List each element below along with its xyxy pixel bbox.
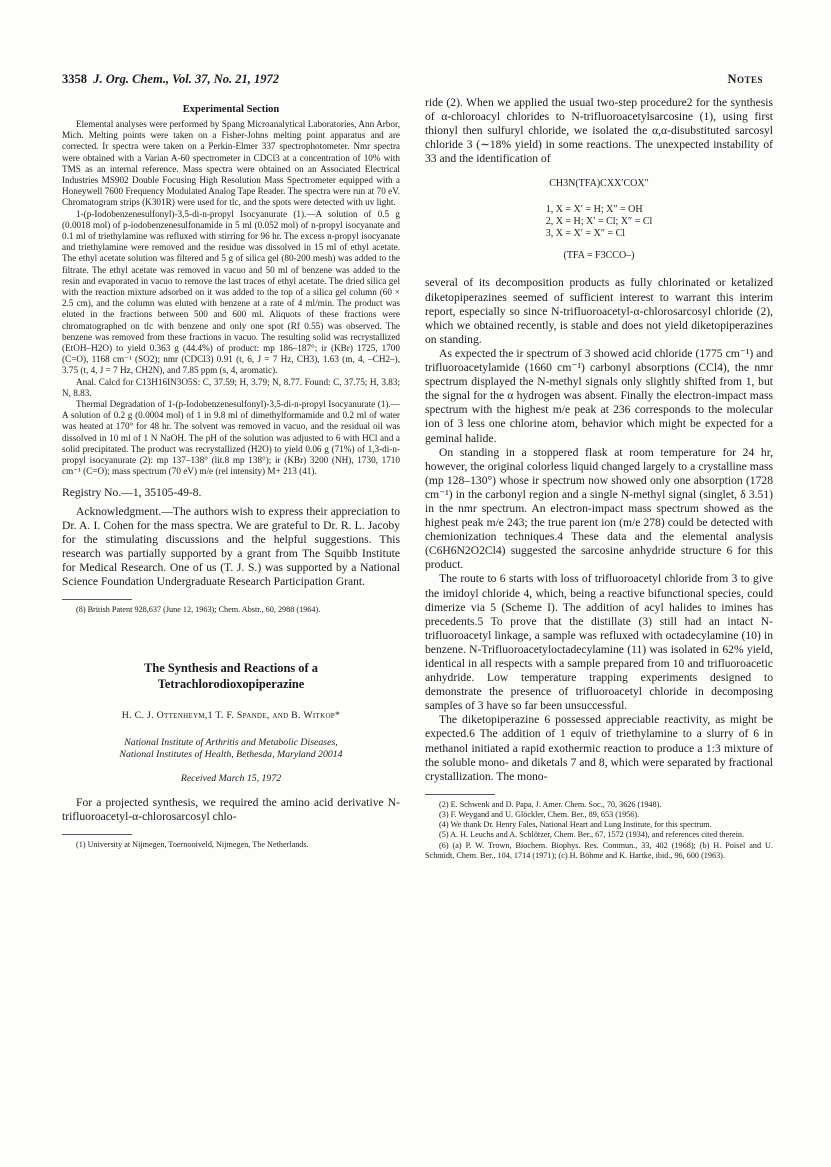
body-paragraph: The route to 6 starts with loss of trifluoroacetyl chloride from 3 to give the imidoyl chloride 4, which, being a reactive bifunctional species, could dimerize via 5 (Scheme I). The addition of acyl halides to imines has precedents.5 To prove that the distillate (3) still had an intact N-trifluoroacetyl linkage, a sample was refluxed with octadecylamine (10) in benzene. N-Trifluoroacetyloctadecylamine (11) was isolated in 62% yield, identical in all respects with a sample prepared from 10 and trifluoroacetic anhydride. Low temperature trapping experiments designed to demonstrate the presence of trifluoroacetyl chloride in decomposing samples of 3 have so far been unsuccessful.: [425, 572, 773, 713]
formula-block: [425, 178, 773, 262]
affiliation-line: National Institute of Arthritis and Metabolic Diseases,: [124, 737, 338, 749]
footnote: (6) (a) P. W. Trown, Biochem. Biophys. Res. Commun., 33, 402 (1968); (b) H. Poisel and U. Schmidt, Chem. Ber., 104, 1714 (1971); (c) H. Böhme and K. Hartke, ibid., 96, 600 (1963).: [425, 840, 773, 860]
intro-paragraph: For a projected synthesis, we required the amino acid derivative N-trifluoroacetyl-α-chlorosarcosyl chlo-: [62, 796, 400, 824]
footnote: (8) British Patent 928,637 (June 12, 1963); Chem. Abstr., 60, 2988 (1964).: [76, 605, 321, 615]
article-title-line: The Synthesis and Reactions of a: [144, 661, 318, 676]
body-paragraph: On standing in a stoppered flask at room temperature for 24 hr, however, the original colorless liquid changed largely to a crystalline mass (mp 128–130°) whose ir spectrum now showed only one absorption (1728 cm⁻¹) in the carbonyl region and a single N-methyl signal (singlet, δ 3.51) in the nmr spectrum. An electron-impact mass spectrum showed as the highest peak m/e 243; the true parent ion (m/e 278) could be detected with chemionization techniques.4 These data and the elemental analysis (C6H6N2O2Cl4) suggested the sarcosine anhydride structure 6 for this product.: [425, 445, 773, 572]
registry-numbers: Registry No.—1, 35105-49-8.: [62, 485, 202, 499]
experimental-paragraph: Thermal Degradation of 1-(p-Iodobenzenesulfonyl)-3,5-di-n-propyl Isocyanurate (1).—A solution of 0.2 g (0.0004 mol) of 1 in 9.8 ml of dimethylformamide and 0.2 ml of water was heated at 170° for 48 hr. The solvent was removed in vacuo, and the residual oil was dissolved in 10 ml of 1 N NaOH. The pH of the solution was adjusted to 6 with HCl and a solid precipitated. The product was recrystallized (H2O) to yield 0.06 g (71%) of 1,3-di-n-propyl isocyanurate (2): mp 137–138° (lit.8 mp 138°); ir (KBr) 3200 (NH), 1730, 1710 cm⁻¹ (C=O); mass spectrum (70 eV) m/e (rel intensity) M+ 213 (41).: [62, 399, 400, 477]
body-paragraph: several of its decomposition products as fully chlorinated or ketalized diketopiperazines seemed of sufficient interest to warrant this interim report, especially so since N-trifluoroacetyl-α-chlorosarcosyl chloride (2), which we obtained recently, is stable and does not yield diketopiperazines on standing.: [425, 276, 773, 346]
footnote: (1) University at Nijmegen, Toernooiveld, Nijmegen, The Netherlands.: [76, 840, 309, 850]
footnote: (4) We thank Dr. Henry Fales, National Heart and Lung Institute, for this spectrum.: [439, 820, 712, 830]
right-column: [425, 96, 773, 861]
formula-rows: [546, 204, 653, 240]
experimental-paragraph: Elemental analyses were performed by Spang Microanalytical Laboratories, Ann Arbor, Mich. Melting points were taken on a Fisher-Johns melting point apparatus and are corrected. Ir spectra were taken on a Perkin-Elmer 337 spectrophotometer. Nmr spectra were obtained with a Varian A-60 spectrometer in CDCl3 at a concentration of 10% with TMS as an internal reference. Mass spectra were obtained on an Associated Electrical Industries MS902 Double Focusing High Resolution Mass Spectrometer equipped with a Honeywell 7600 Frequency Modulated Analog Tape Reader. The spectra were run at 70 eV. Chromatogram strips (K301R) were used for tlc, and the spots were detected with uv light.: [62, 119, 400, 208]
article-title: [62, 661, 400, 692]
experimental-section-title: Experimental Section: [182, 104, 280, 115]
running-header-left: [62, 72, 279, 87]
body-paragraph: As expected the ir spectrum of 3 showed acid chloride (1775 cm⁻¹) and trifluoroacetylamide (1660 cm⁻¹) carbonyl absorptions (CCl4), the nmr spectrum displayed the N-methyl signals only slightly shifted from 1, but the signal for the α hydrogen was absent. Finally the electron-impact mass spectrum with the highest m/e peak at 236 corresponds to the molecular ion of 3 less one chlorine atom, behavior which might be expected for a geminal halide.: [425, 346, 773, 445]
received-date: Received March 15, 1972: [180, 773, 282, 785]
footnote: (2) E. Schwenk and D. Papa, J. Amer. Chem. Soc., 70, 3626 (1948).: [439, 799, 662, 809]
footnote-divider: [62, 599, 132, 600]
body-paragraph: ride (2). When we applied the usual two-step procedure2 for the synthesis of α-chloroacyl chlorides to N-trifluoroacetylsarcosine (1), using first thionyl then sulfuryl chloride, we isolated the α,α-disubstituted sarcosyl chloride 3 (∼18% yield) in some reactions. The unexpected instability of 33 and the identification of: [425, 96, 773, 166]
affiliation-line: National Institutes of Health, Bethesda, Maryland 20014: [119, 749, 343, 761]
left-column: [62, 104, 400, 851]
footnote-divider: [425, 794, 495, 795]
formula-row: 1, X = X′ = H; X″ = OH: [545, 204, 643, 216]
acknowledgment: Acknowledgment.—The authors wish to express their appreciation to Dr. A. I. Cohen for the mass spectra. We are grateful to Dr. R. L. Jacoby for the stimulating discussions and the helpful suggestions. This research was partially supported by a grant from The Squibb Institute for Medical Research. One of us (T. J. S.) was supported by a National Science Foundation Undergraduate Research Participation Grant.: [62, 504, 400, 588]
footnote: (5) A. H. Leuchs and A. Schlötzer, Chem. Ber., 67, 1572 (1934), and references cited therein.: [439, 830, 745, 840]
footnote-divider: [62, 834, 132, 835]
body-paragraph: The diketopiperazine 6 possessed appreciable reactivity, as might be expected.6 The addition of 1 equiv of triethylamine to a slurry of 6 in methanol initiated a rapid exothermic reaction to produce a 1:3 mixture of the soluble mono- and diketals 7 and 8, which were separated by fractional crystallization. The mono-: [425, 713, 773, 783]
formula-row: 2, X = H; X′ = Cl; X″ = Cl: [545, 216, 653, 228]
formula-row: 3, X = X′ = X″ = Cl: [545, 228, 626, 240]
footnote: (3) F. Weygand and U. Glöckler, Chem. Ber., 89, 653 (1956).: [439, 810, 640, 820]
formula-note: (TFA = F3CCO–): [563, 250, 635, 262]
experimental-paragraph: Anal. Calcd for C13H16IN3O5S: C, 37.59; H, 3.79; N, 8.77. Found: C, 37.75; H, 3.83; N, 8.83.: [62, 376, 400, 398]
affiliation: [62, 737, 400, 761]
section-header: Notes: [727, 72, 763, 86]
article-title-line: Tetrachlorodioxopiperazine: [157, 676, 305, 691]
journal-citation: J. Org. Chem., Vol. 37, No. 21, 1972: [93, 72, 280, 86]
formula-main: CH3N(TFA)CXX′COX″: [549, 178, 649, 190]
authors: H. C. J. Ottenheym,1 T. F. Spande, and B. Witkop*: [121, 710, 341, 722]
experimental-paragraph: 1-(p-Iodobenzenesulfonyl)-3,5-di-n-propyl Isocyanurate (1).—A solution of 0.5 g (0.0018 mol) of p-iodobenzenesulfonamide in 5 ml (0.052 mol) of n-propyl isocyanate and 0.1 ml of triethylamine was refluxed with stirring for 96 hr. The excess n-propyl isocyanate and triethylamine were removed and the residue was dissolved in 15 ml of ethyl acetate. The ethyl acetate solution was filtered and 5 g of silica gel (80-200 mesh) was added to the filtrate. The ethyl acetate was removed in vacuo and 50 ml of benzene was added to the resin and evaporated in vacuo to remove the last traces of ethyl acetate. The dried silica gel with the reaction mixture adsorbed on it was added to the top of a silica gel column (60 × 2.5 cm), and the column was eluted with benzene at a rate of 4 ml/min. The product was eluted in the fractions between 500 and 600 ml. Aliquots of these fractions were chromatographed on tlc with benzene and only one spot (Rf 0.55) was observed. The benzene was removed from these fractions in vacuo. The resulting solid was recrystallized (EtOH–H2O) to yield 0.363 g (44.4%) of product: mp 186–187°; ir (KBr) 1725, 1700 (C=O), 1168 cm⁻¹ (SO2); nmr (CDCl3) 0.91 (t, 6, J = 7 Hz, CH3), 1.63 (m, 4, –CH2–), 3.75 (t, 4, J = 7 Hz, CH2N), and 7.85 ppm (s, 4, aromatic).: [62, 208, 400, 376]
page-number: 3358: [62, 72, 87, 86]
